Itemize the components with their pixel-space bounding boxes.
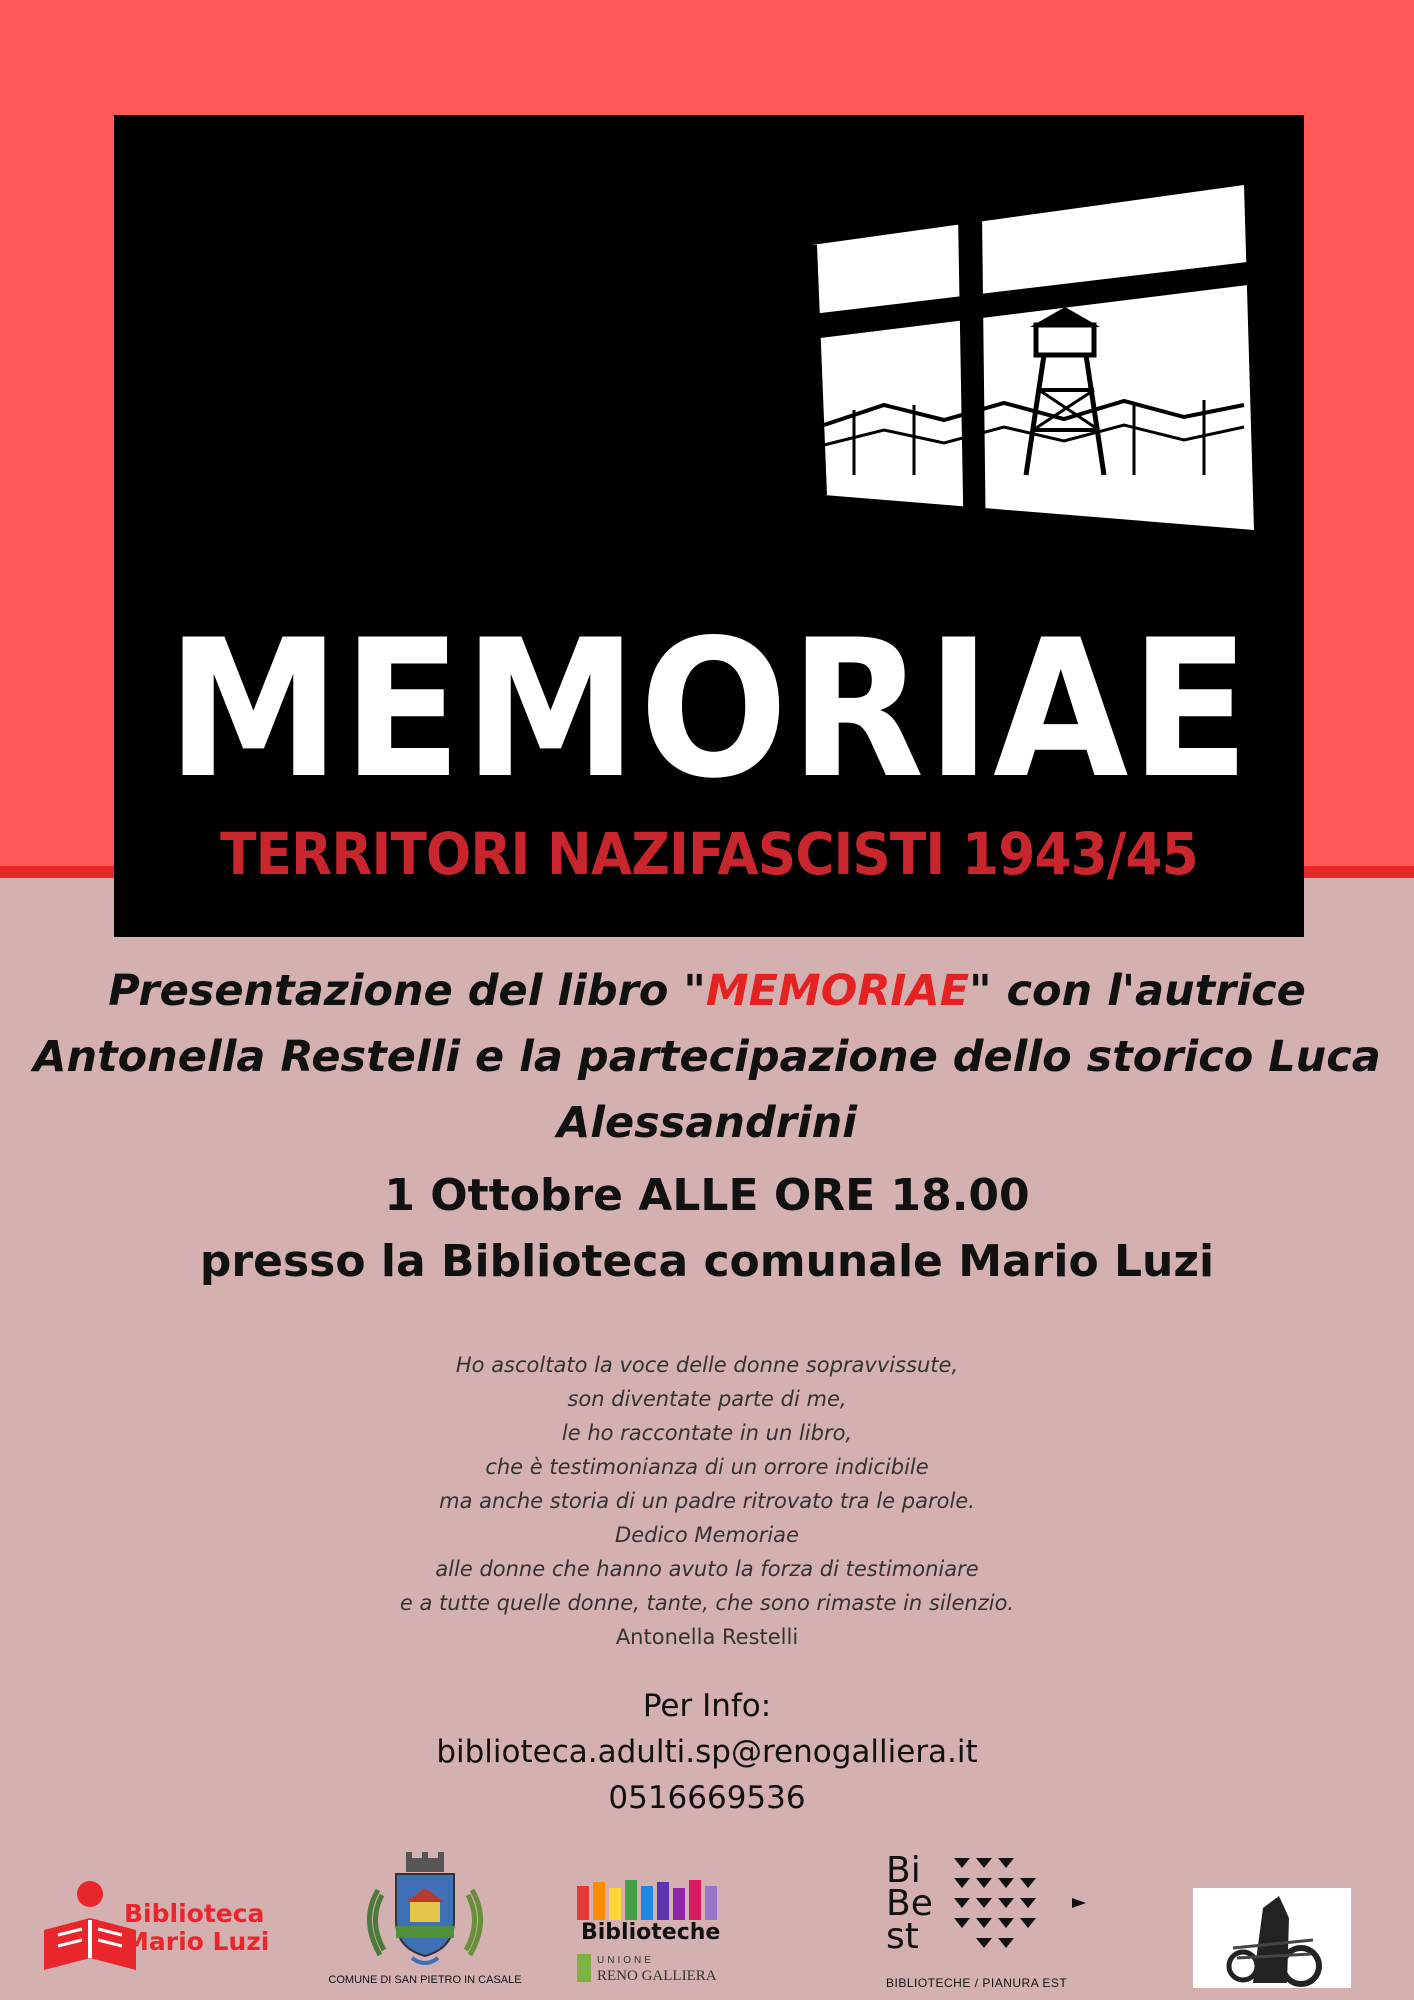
headline-text-part1: Presentazione del libro "	[108, 966, 706, 1016]
luzi-logo-line2: Mario Luzi	[124, 1927, 270, 1956]
headline-book-title: MEMORIAE	[705, 966, 970, 1016]
sponsor-logos	[0, 1840, 1414, 2000]
event-headline	[10, 958, 1404, 1156]
reno-logo-word: Biblioteche	[581, 1920, 721, 1945]
event-date: 1 Ottobre ALLE ORE 18.00	[384, 1170, 1030, 1221]
comune-san-pietro-logo	[320, 1850, 530, 1990]
chevron-books-icon	[954, 1856, 1094, 1966]
reno-logo-unione: UNIONE	[597, 1955, 654, 1966]
bibest-letters-line1: Bi	[886, 1850, 921, 1891]
quote-line: son diventate parte di me,	[567, 1387, 847, 1411]
contact-email[interactable]: biblioteca.adulti.sp@renogalliera.it	[436, 1734, 978, 1770]
bibest-letters-line2: Be	[886, 1883, 933, 1924]
bibest-letters	[886, 1850, 933, 1957]
author-quote	[0, 1348, 1414, 1654]
bibest-caption: BIBLIOTECHE / PIANURA EST	[886, 1976, 1068, 1990]
poster-subtitle: TERRITORI NAZIFASCISTI 1943/45	[220, 820, 1198, 888]
quote-line: ma anche storia di un padre ritrovato tra le parole.	[439, 1489, 975, 1513]
contact-phone[interactable]: 0516669536	[608, 1780, 806, 1816]
biblioteche-reno-galliera-logo	[575, 1880, 745, 1990]
luzi-logo-text	[124, 1900, 269, 1956]
quote-line: le ho raccontate in un libro,	[561, 1421, 853, 1445]
comune-caption: COMUNE DI SAN PIETRO IN CASALE	[328, 1974, 522, 1986]
reno-u-icon	[577, 1954, 591, 1982]
biblioteca-mario-luzi-logo	[42, 1880, 302, 1975]
quote-line: Ho ascoltato la voce delle donne sopravvissute,	[455, 1353, 959, 1377]
partner-emblem-logo	[1193, 1888, 1351, 1988]
quote-line: e a tutte quelle donne, tante, che sono rimaste in silenzio.	[399, 1591, 1015, 1615]
bibest-logo	[882, 1850, 1112, 1994]
info-label: Per Info:	[642, 1688, 772, 1724]
watchtower-window-illustration	[804, 175, 1264, 555]
quote-line: alle donne che hanno avuto la forza di testimoniare	[435, 1557, 979, 1581]
luzi-logo-line1: Biblioteca	[124, 1899, 265, 1928]
coat-of-arms-icon	[320, 1850, 530, 1970]
quote-signature: Antonella Restelli	[615, 1625, 799, 1649]
bibest-letters-line3: st	[886, 1916, 919, 1957]
event-venue: presso la Biblioteca comunale Mario Luzi	[199, 1236, 1215, 1287]
quote-line: che è testimonianza di un orrore indicibile	[485, 1455, 929, 1479]
contact-info	[0, 1683, 1414, 1821]
quote-line: Dedico Memoriae	[615, 1523, 799, 1547]
headline-text-part2: " con l'autrice Antonella Restelli e la partecipazione dello storico Luca Alessandrini	[33, 966, 1381, 1148]
book-cover-image	[114, 115, 1304, 937]
poster-title: MEMORIAE	[166, 599, 1252, 820]
rainbow-books-icon	[575, 1880, 735, 1920]
reno-logo-name: RENO GALLIERA	[597, 1968, 717, 1984]
gear-emblem-icon	[1193, 1888, 1351, 1988]
